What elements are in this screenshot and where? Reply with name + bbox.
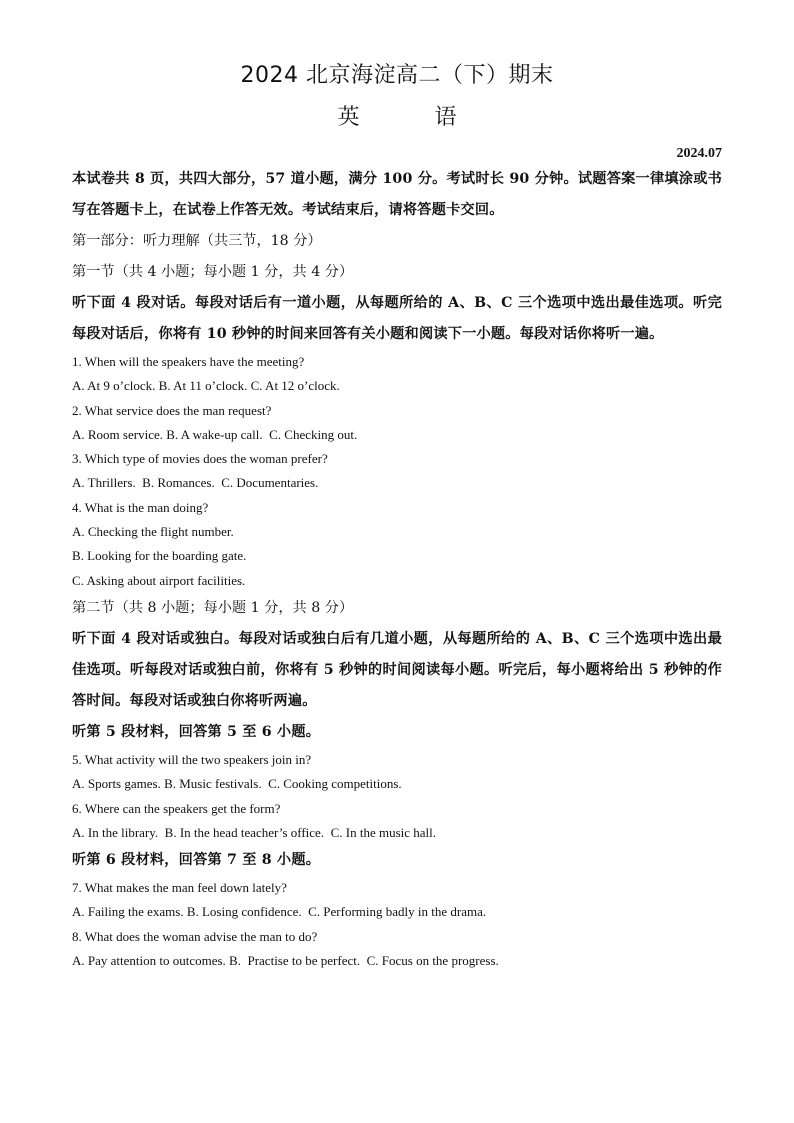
subject-title: 英 语	[337, 105, 491, 130]
question-line: 6. Where can the speakers get the form?	[72, 800, 281, 816]
option-line: A. At 9 o’clock. B. At 11 o’clock. C. At 12 o’clock.	[72, 378, 340, 394]
option-line: A. Checking the flight number.	[72, 524, 234, 540]
section2-instructions: 听下面 4 段对话或独白。每段对话或独白后有几道小题，从每题所给的 A、B、C 三个选项中选出最佳选项。听每段对话或独白前，你将有 5 秒钟的时间阅读每小题。听完后，每小题将给出 5 秒钟的作答时间。每段对话或独白你将听两遍。	[72, 630, 722, 709]
option-line: A. Pay attention to outcomes. B. Practise to be perfect. C. Focus on the progress.	[72, 953, 499, 969]
question-line: 2. What service does the man request?	[72, 402, 272, 418]
option-line: A. Failing the exams. B. Losing confidence. C. Performing badly in the drama.	[72, 904, 487, 920]
exam-instructions: 本试卷共 8 页，共四大部分，57 道小题，满分 100 分。考试时长 90 分钟。试题答案一律填涂或书写在答题卡上，在试卷上作答无效。考试结束后，请将答题卡交回。	[72, 171, 722, 218]
question-line: 7. What makes the man feel down lately?	[72, 880, 287, 896]
option-line: C. Asking about airport facilities.	[72, 572, 246, 588]
material5-questions	[72, 748, 722, 845]
question-line: 5. What activity will the two speakers join in?	[72, 751, 312, 767]
section2-heading: 第二节（共 8 小题；每小题 1 分，共 8 分）	[72, 599, 354, 616]
exam-page	[72, 58, 722, 973]
option-line: A. Sports games. B. Music festivals. C. Cooking competitions.	[72, 776, 402, 792]
material6-questions	[72, 876, 722, 973]
option-line: B. Looking for the boarding gate.	[72, 548, 247, 564]
question-line: 1. When will the speakers have the meeting?	[72, 354, 305, 369]
section1-questions	[72, 350, 722, 593]
section1-instructions: 听下面 4 段对话。每段对话后有一道小题，从每题所给的 A、B、C 三个选项中选出最佳选项。听完每段对话后，你将有 10 秒钟的时间来回答有关小题和阅读下一小题。每段对话你将听一遍。	[72, 295, 722, 342]
option-line: A. Room service. B. A wake-up call. C. Checking out.	[72, 426, 358, 442]
question-line: 8. What does the woman advise the man to do?	[72, 928, 318, 944]
section1-heading: 第一节（共 4 小题；每小题 1 分，共 4 分）	[72, 264, 354, 280]
part1-heading: 第一部分：听力理解（共三节，18 分）	[72, 233, 322, 249]
question-line: 3. Which type of movies does the woman prefer?	[72, 451, 328, 467]
option-line: A. In the library. B. In the head teacher’s office. C. In the music hall.	[72, 824, 437, 840]
exam-title: 2024 北京海淀高二（下）期末	[240, 63, 554, 88]
exam-date: 2024.07	[676, 146, 722, 161]
material5-heading: 听第 5 段材料，回答第 5 至 6 小题。	[72, 723, 321, 740]
question-line: 4. What is the man doing?	[72, 499, 209, 515]
material6-heading: 听第 6 段材料，回答第 7 至 8 小题。	[72, 852, 321, 869]
option-line: A. Thrillers. B. Romances. C. Documentaries.	[72, 475, 319, 491]
